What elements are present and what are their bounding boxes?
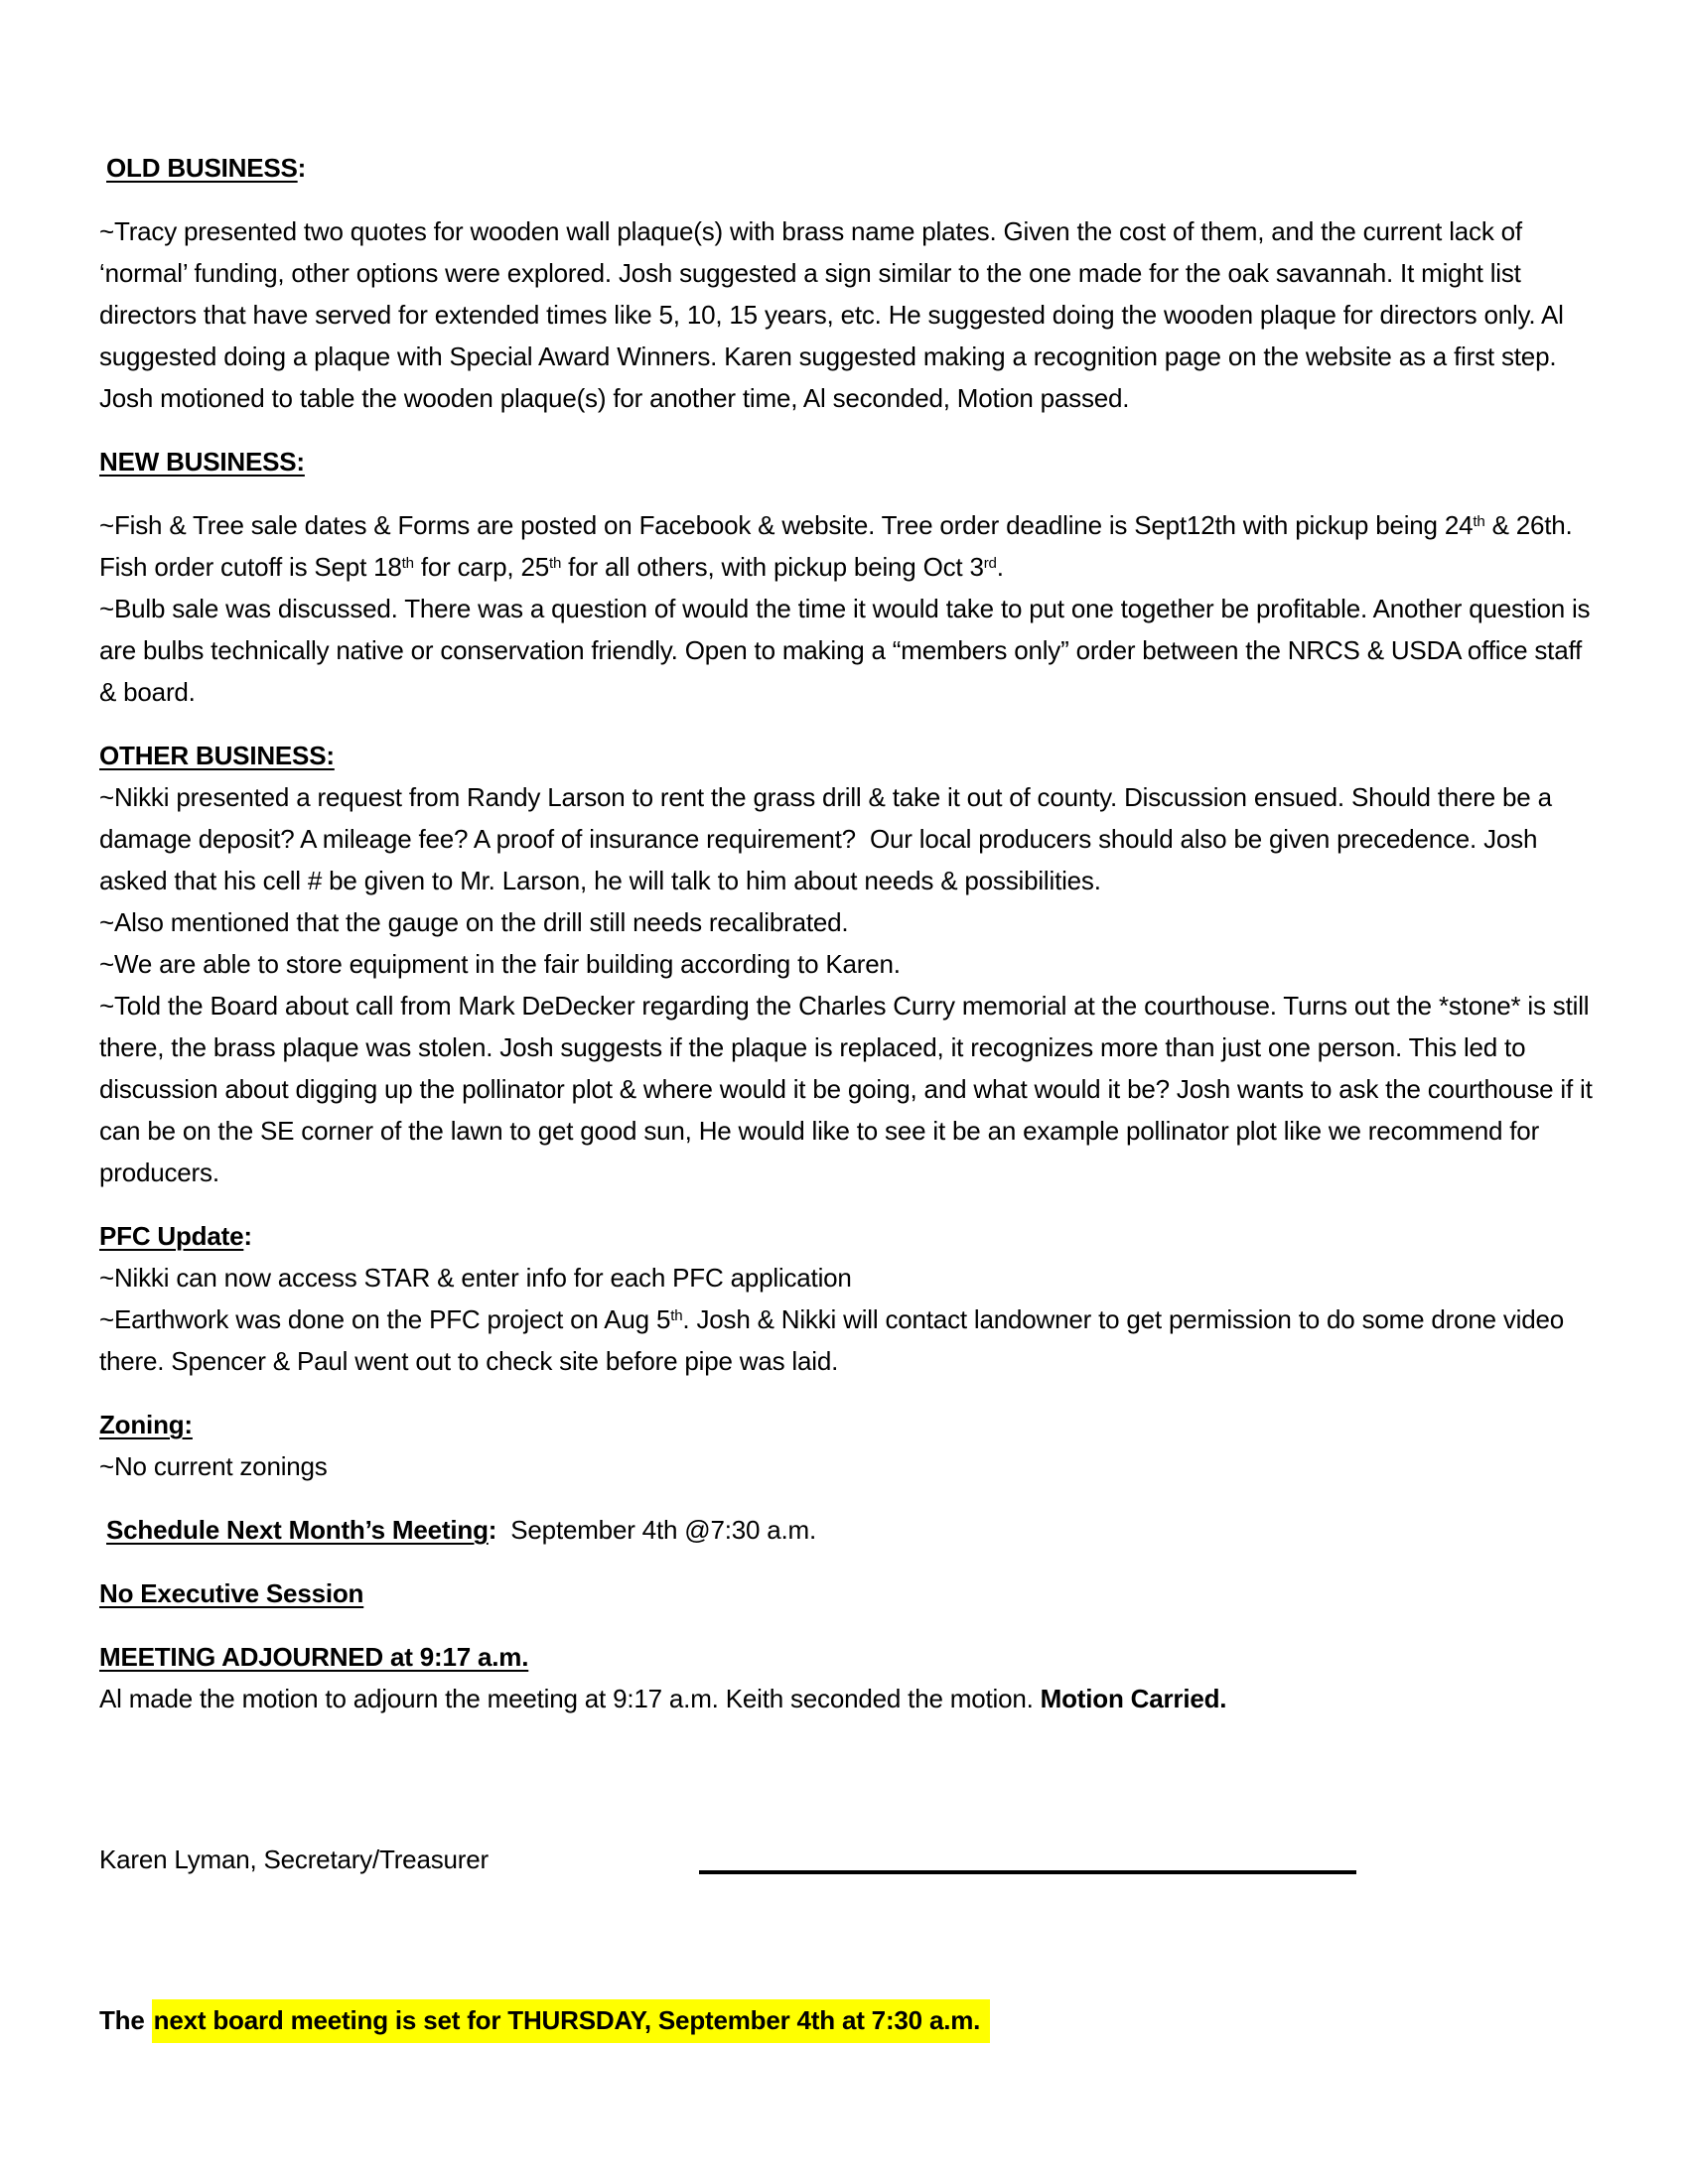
text-run: ~No current zonings xyxy=(99,1451,328,1481)
superscript-text: th xyxy=(401,554,414,572)
text-run: ~Bulb sale was discussed. There was a question of would the time it would take to put one together be profitable. Another question is are bulbs technically native or conservation friendly. Open to making a “members only” order between the NRCS & USDA office staff & board. xyxy=(99,594,1598,707)
star-access-paragraph xyxy=(99,1257,1604,1298)
fair-building-paragraph xyxy=(99,943,1604,985)
superscript-text: rd xyxy=(983,554,997,572)
spacer xyxy=(99,1551,1604,1572)
signature-block xyxy=(99,1839,1604,1880)
text-run: Motion Carried. xyxy=(1040,1684,1227,1713)
text-run xyxy=(99,1515,106,1545)
text-run: for carp, 25 xyxy=(413,552,549,582)
superscript-text: th xyxy=(1473,512,1485,530)
text-run: ~Told the Board about call from Mark DeDecker regarding the Charles Curry memorial at the courthouse. Turns out the *stone* is still there, the brass plaque was stolen. Josh suggests if the plaque is replaced, it recognizes more than just one person. This led to discussion about digging up the pollinator plot & where would it be going, and what would it be? Josh wants to ask the courthouse if it can be on the SE corner of the lawn to get good sun, He would like to see it be an example pollinator plot like we recommend for producers. xyxy=(99,991,1600,1187)
next-board-meeting-highlight-line xyxy=(99,1999,1604,2041)
spacer-large xyxy=(99,1719,1604,1839)
spacer xyxy=(99,189,1604,210)
text-run: : xyxy=(488,1515,497,1545)
text-run: & 26th. Fish order cutoff is Sept 18 xyxy=(99,510,1580,582)
text-run: MEETING ADJOURNED at 9:17 a.m. xyxy=(99,1642,529,1672)
signature-line xyxy=(699,1870,1356,1874)
text-run: for all others, with pickup being Oct 3 xyxy=(561,552,984,582)
text-run: ~Fish & Tree sale dates & Forms are posted on Facebook & website. Tree order deadline is Sept12th with pickup being 24 xyxy=(99,510,1474,540)
text-run: The xyxy=(99,2005,152,2035)
text-run: ~Nikki presented a request from Randy Larson to rent the grass drill & take it out of county. Discussion ensued. Should there be a damage deposit? A mileage fee? A proof of insurance requirement? Our local producers should also be given precedence. Josh asked that his cell # be given to Mr. Larson, he will talk to him about needs & possibilities. xyxy=(99,782,1559,895)
fish-tree-sale-paragraph xyxy=(99,504,1604,588)
adjourn-motion-paragraph xyxy=(99,1678,1604,1719)
bulb-sale-paragraph xyxy=(99,588,1604,713)
old-business-heading xyxy=(99,147,1604,189)
spacer xyxy=(99,1193,1604,1215)
text-run: : xyxy=(243,1221,252,1251)
gauge-paragraph xyxy=(99,901,1604,943)
text-run: . xyxy=(996,552,1004,582)
text-run: Schedule Next Month’s Meeting xyxy=(106,1515,489,1545)
old-business-paragraph xyxy=(99,210,1604,419)
superscript-text: th xyxy=(670,1306,683,1324)
no-executive-session-heading xyxy=(99,1572,1604,1614)
spacer xyxy=(99,482,1604,504)
text-run: ~Tracy presented two quotes for wooden wall plaque(s) with brass name plates. Given the cost of them, and the current lack of ‘normal’ funding, other options were explored. Josh suggested a sign similar to the one made for the oak savannah. It might list directors that have served for extended times like 5, 10, 15 years, etc. He suggested doing the wooden plaque for directors only. Al suggested doing a plaque with Special Award Winners. Karen suggested making a recognition page on the website as a first step. Josh motioned to table the wooden plaque(s) for another time, Al seconded, Motion passed. xyxy=(99,216,1571,413)
grass-drill-paragraph xyxy=(99,776,1604,901)
other-business-heading xyxy=(99,735,1604,776)
next-meeting-line xyxy=(99,1509,1604,1551)
text-run xyxy=(99,153,106,183)
zoning-paragraph xyxy=(99,1445,1604,1487)
memorial-paragraph xyxy=(99,985,1604,1193)
zoning-heading xyxy=(99,1404,1604,1445)
text-run: No Executive Session xyxy=(99,1578,364,1608)
document-body xyxy=(99,147,1604,2041)
pfc-update-heading xyxy=(99,1215,1604,1257)
text-run: next board meeting is set for THURSDAY, September 4th at 7:30 a.m. xyxy=(152,1999,991,2043)
text-run: PFC Update xyxy=(99,1221,244,1251)
new-business-heading xyxy=(99,441,1604,482)
text-run: ~Also mentioned that the gauge on the drill still needs recalibrated. xyxy=(99,907,849,937)
text-run: : xyxy=(297,153,307,183)
text-run: ~Nikki can now access STAR & enter info for each PFC application xyxy=(99,1263,852,1293)
spacer xyxy=(99,1382,1604,1404)
spacer xyxy=(99,1487,1604,1509)
earthwork-paragraph xyxy=(99,1298,1604,1382)
text-run: OLD BUSINESS xyxy=(106,153,298,183)
text-run: Zoning: xyxy=(99,1410,193,1439)
spacer-large xyxy=(99,1880,1604,1999)
spacer xyxy=(99,713,1604,735)
text-run: September 4th @7:30 a.m. xyxy=(496,1515,817,1545)
text-run: ~Earthwork was done on the PFC project on Aug 5 xyxy=(99,1304,671,1334)
spacer xyxy=(99,419,1604,441)
text-run: . Josh & Nikki will contact landowner to get permission to do some drone video there. Spencer & Paul went out to check site before pipe was laid. xyxy=(99,1304,1572,1376)
signature-label: Karen Lyman, Secretary/Treasurer xyxy=(99,1844,489,1874)
meeting-adjourned-heading xyxy=(99,1636,1604,1678)
text-run: Al made the motion to adjourn the meeting at 9:17 a.m. Keith seconded the motion. xyxy=(99,1684,1041,1713)
text-run: NEW BUSINESS: xyxy=(99,447,305,477)
text-run: OTHER BUSINESS: xyxy=(99,741,335,770)
text-run: ~We are able to store equipment in the fair building according to Karen. xyxy=(99,949,901,979)
superscript-text: th xyxy=(548,554,562,572)
spacer xyxy=(99,1614,1604,1636)
